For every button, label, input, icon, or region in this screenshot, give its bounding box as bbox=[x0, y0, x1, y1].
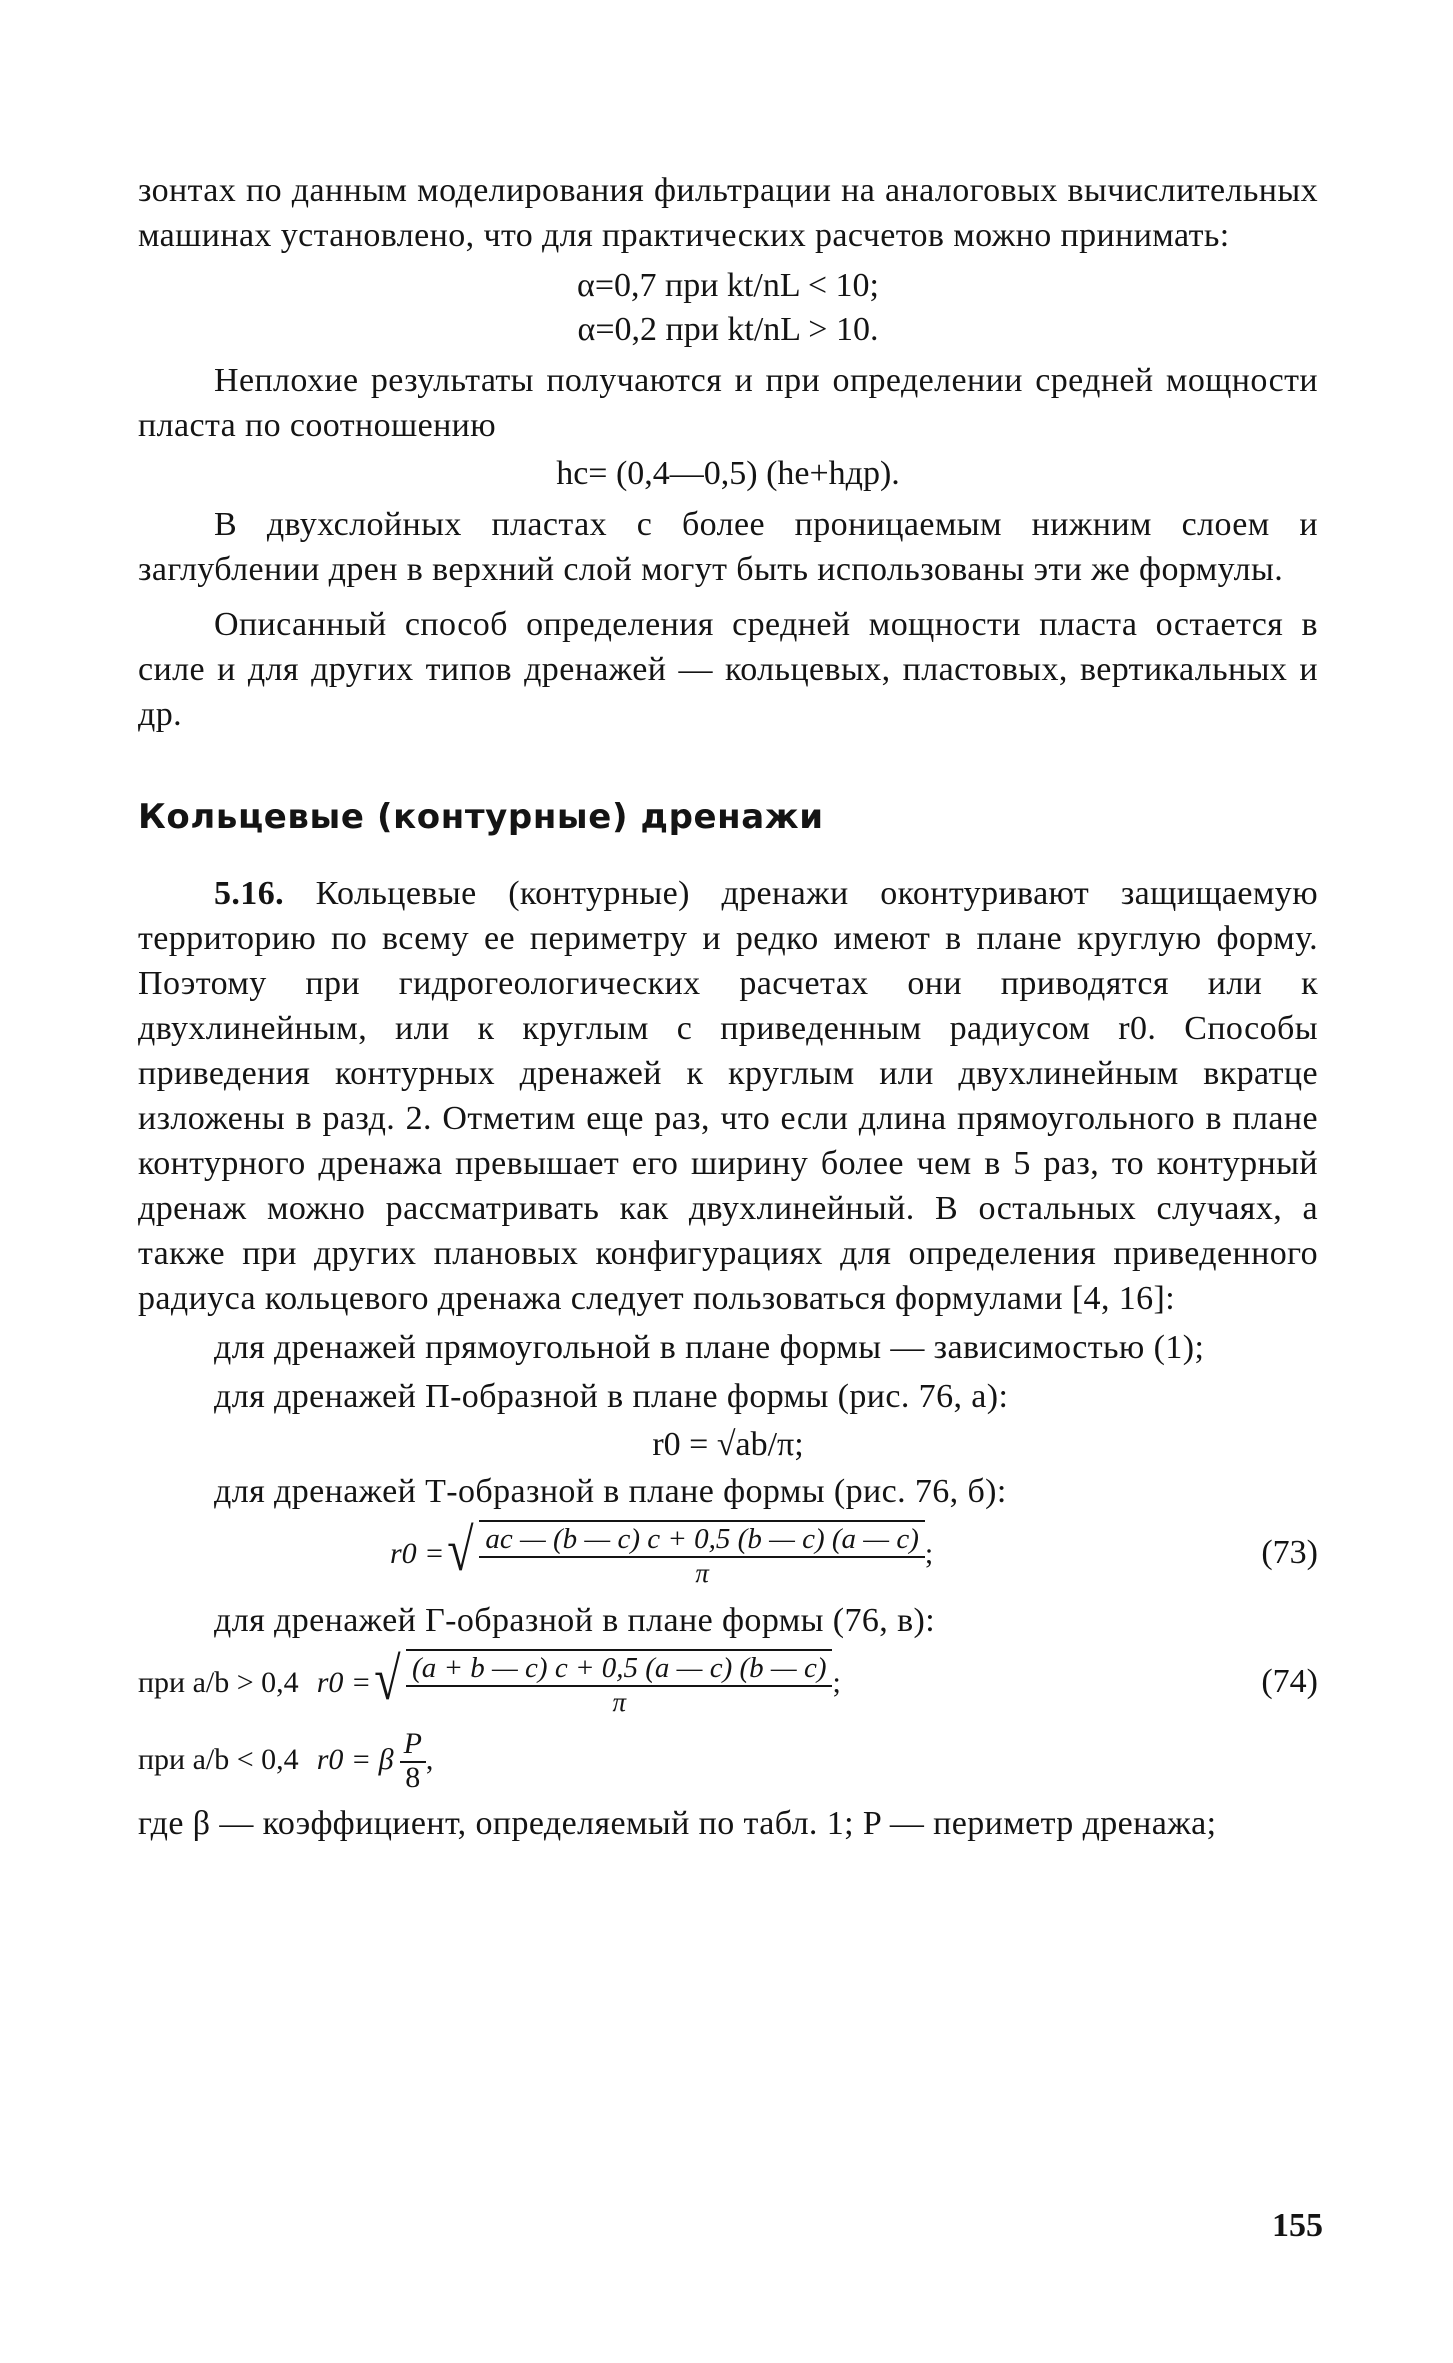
equation-73-numerator: ac — (b — c) c + 0,5 (b — c) (a — c) bbox=[479, 1522, 925, 1558]
equation-73-tail: ; bbox=[924, 1537, 934, 1570]
paragraph-5 bbox=[138, 871, 1318, 1321]
equation-74-label: (74) bbox=[1261, 1663, 1318, 1700]
radical-icon: √ bbox=[374, 1646, 401, 1712]
section-heading: Кольцевые (контурные) дренажи bbox=[138, 797, 824, 837]
equation-75-denominator: 8 bbox=[405, 1761, 421, 1794]
sqrt-symbol-2 bbox=[371, 1646, 832, 1717]
paragraph-3: В двухслойных пластах с более проницаемым нижним слоем и заглублении дрен в верхний слой могут быть использованы эти же формулы. bbox=[138, 506, 1318, 588]
equation-74-body bbox=[138, 1646, 841, 1717]
paragraph-6: для дренажей прямоугольной в плане формы — зависимостью (1); bbox=[214, 1329, 1205, 1366]
equation-75 bbox=[138, 1727, 1318, 1797]
paragraph-5-text: Кольцевые (контурные) дренажи оконтуривают защищаемую территорию по всему ее периметру и редко имеют в плане круглую форму. Поэтому при гидрогеологических расчетах они приводятся или к двухлинейным, или к круглым с приведенным радиусом r0. Способы приведения контурных дренажей к круглым или двухлинейным вкратце изложены в разд. 2. Отметим еще раз, что если длина прямоугольного в плане контурного дренажа превышает его ширину более чем в 5 раз, то контурный дренаж можно рассматривать как двухлинейный. В остальных случаях, а также при других плановых конфигурациях для определения приведенного радиуса кольцевого дренажа следует пользоваться формулами [4, 16]: bbox=[138, 875, 1319, 1317]
formula-alpha-2: α=0,2 при kt/nL > 10. bbox=[577, 311, 879, 348]
equation-74 bbox=[138, 1646, 1318, 1723]
equation-74-fraction bbox=[406, 1649, 832, 1717]
equation-73-body bbox=[390, 1517, 934, 1588]
page-number: 155 bbox=[1272, 2207, 1323, 2244]
paragraph-8: для дренажей Т-образной в плане формы (рис. 76, б): bbox=[214, 1473, 1007, 1510]
formula-alpha-1: α=0,7 при kt/nL < 10; bbox=[577, 267, 879, 304]
paragraph-10: где β — коэффициент, определяемый по табл. 1; P — периметр дренажа; bbox=[138, 1805, 1217, 1842]
equation-74-condition: при a/b > 0,4 bbox=[138, 1666, 299, 1699]
sqrt-symbol bbox=[444, 1517, 924, 1588]
radical-icon: √ bbox=[447, 1517, 475, 1583]
equation-75-numerator: P bbox=[400, 1727, 426, 1763]
equation-74-tail: ; bbox=[832, 1666, 841, 1699]
equation-75-tail: , bbox=[425, 1743, 434, 1776]
equation-73-lhs: r0 = bbox=[390, 1537, 445, 1570]
equation-73-label: (73) bbox=[1261, 1534, 1318, 1571]
equation-74-denominator: π bbox=[612, 1687, 627, 1717]
equation-74-numerator: (a + b — c) c + 0,5 (a — c) (b — c) bbox=[406, 1651, 832, 1687]
equation-75-condition: при a/b < 0,4 bbox=[138, 1743, 299, 1776]
paragraph-9: для дренажей Г-образной в плане формы (76, в): bbox=[214, 1602, 936, 1639]
paragraph-4: Описанный способ определения средней мощности пласта остается в силе и для других типов дренажей — кольцевых, пластовых, вертикальных и др. bbox=[138, 606, 1318, 733]
equation-73-fraction bbox=[479, 1520, 925, 1588]
equation-74-lhs: r0 = bbox=[316, 1666, 372, 1699]
paragraph-1: зонтах по данным моделирования фильтрации на аналоговых вычислительных машинах установлено, что для практических расчетов можно принимать: bbox=[138, 172, 1318, 254]
equation-75-fraction bbox=[400, 1727, 426, 1793]
equation-75-lhs: r0 = β bbox=[316, 1743, 394, 1776]
page-text bbox=[138, 168, 1318, 1846]
formula-r0-pi: r0 = √ab/π; bbox=[652, 1426, 804, 1463]
equation-73 bbox=[138, 1517, 1318, 1594]
equation-73-denominator: π bbox=[695, 1558, 709, 1588]
section-number: 5.16. bbox=[214, 875, 284, 912]
paragraph-7: для дренажей П-образной в плане формы (рис. 76, а): bbox=[214, 1378, 1009, 1415]
equation-75-body bbox=[138, 1727, 433, 1793]
paragraph-2: Неплохие результаты получаются и при определении средней мощности пласта по соотношению bbox=[138, 362, 1318, 444]
formula-hc: hc= (0,4—0,5) (he+hдр). bbox=[556, 455, 900, 492]
